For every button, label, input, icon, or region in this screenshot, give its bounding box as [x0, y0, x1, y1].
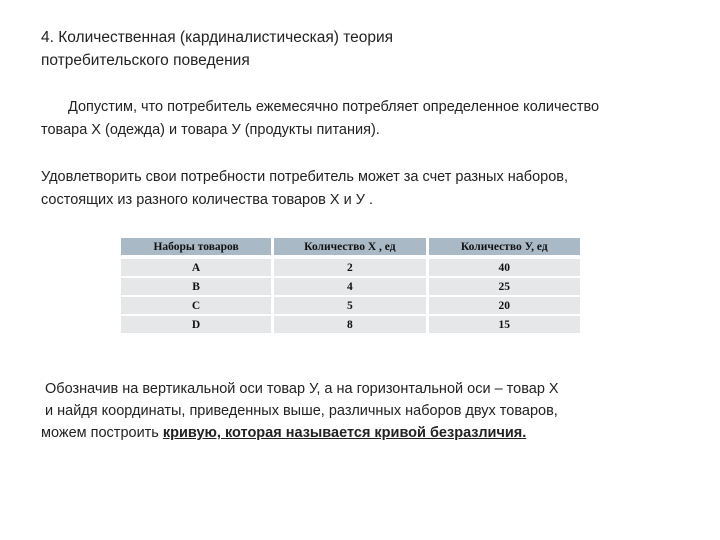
- cell-quantity-x: 8: [271, 316, 425, 333]
- cell-quantity-y: 15: [426, 316, 580, 333]
- table-row: [121, 316, 580, 333]
- cell-quantity-y: 20: [426, 297, 580, 314]
- cell-set: В: [121, 278, 271, 295]
- cell-set: С: [121, 297, 271, 314]
- statement-line-2: состоящих из разного количества товаров Х и У .: [41, 192, 374, 208]
- conclusion-line-2: и найдя координаты, приведенных выше, различных наборов двух товаров,: [45, 403, 558, 419]
- header-quantity-y: Количество У, ед: [426, 238, 580, 257]
- slide-title: [41, 26, 641, 72]
- table-row: [121, 259, 580, 276]
- intro-line-2: товара Х (одежда) и товара У (продукты питания).: [41, 122, 380, 138]
- header-quantity-x: Количество Х , ед: [271, 238, 425, 257]
- intro-paragraph: [41, 96, 691, 142]
- statement-paragraph: [41, 166, 691, 212]
- intro-line-1: Допустим, что потребитель ежемесячно потребляет определенное количество: [68, 99, 600, 115]
- cell-quantity-x: 2: [271, 259, 425, 276]
- title-line-2: потребительского поведения: [41, 52, 250, 69]
- cell-set: А: [121, 259, 271, 276]
- cell-quantity-x: 5: [271, 297, 425, 314]
- cell-quantity-y: 40: [426, 259, 580, 276]
- title-line-1: 4. Количественная (кардиналистическая) теория: [41, 29, 394, 46]
- conclusion-line-1: Обозначив на вертикальной оси товар У, а на горизонтальной оси – товар Х: [45, 381, 559, 397]
- table-row: [121, 278, 580, 295]
- conclusion-plain-text: можем построить: [41, 425, 163, 441]
- cell-set: D: [121, 316, 271, 333]
- statement-line-1: Удовлетворить свои потребности потребитель может за счет разных наборов,: [41, 169, 569, 185]
- indifference-curve-emphasis: кривую, которая называется кривой безразличия.: [162, 425, 527, 441]
- conclusion-line-3: [41, 422, 701, 444]
- cell-quantity-x: 4: [271, 278, 425, 295]
- header-sets: Наборы товаров: [121, 238, 271, 257]
- table-header-row: [121, 238, 580, 257]
- conclusion-paragraph: [41, 378, 701, 444]
- cell-quantity-y: 25: [426, 278, 580, 295]
- table-row: [121, 297, 580, 314]
- goods-table: [121, 236, 580, 335]
